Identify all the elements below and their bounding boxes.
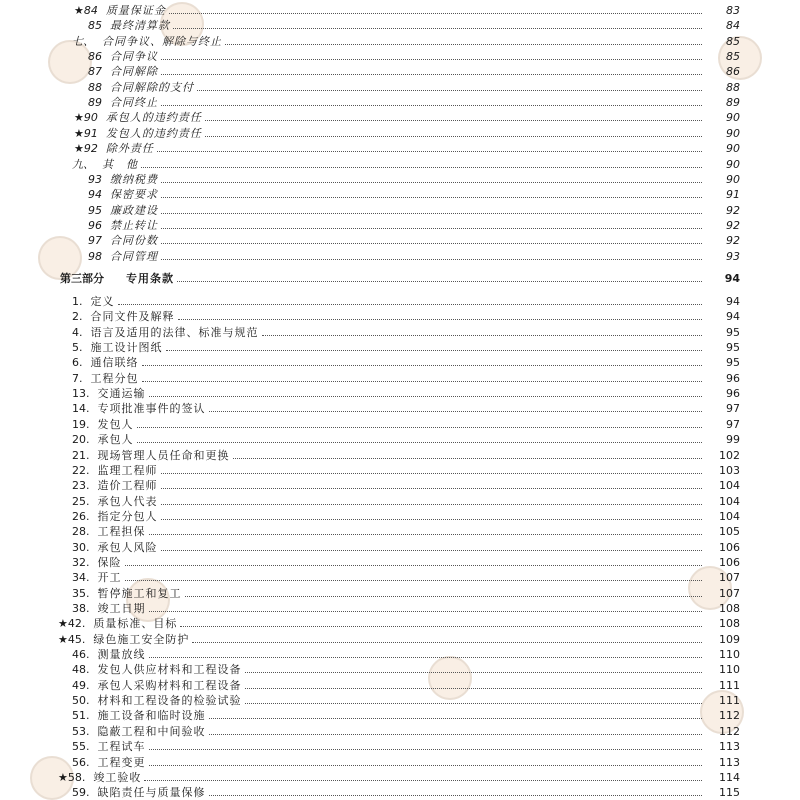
toc-entry[interactable] bbox=[0, 2, 742, 17]
toc-entry-title: 承包人风险 bbox=[97, 540, 158, 554]
toc-entry-page: 92 bbox=[726, 203, 740, 217]
toc-entry-title: 除外责任 bbox=[105, 142, 154, 156]
toc-entry-number: 58. bbox=[67, 770, 86, 784]
toc-entry-title: 现场管理人员任命和更换 bbox=[97, 448, 230, 462]
toc-entry-number: 30. bbox=[72, 540, 90, 554]
toc-entry-number: 94 bbox=[88, 188, 102, 202]
toc-entry[interactable] bbox=[0, 202, 742, 217]
toc-entry-number: 59. bbox=[72, 786, 90, 800]
toc-entry-title: 隐蔽工程和中间验收 bbox=[97, 724, 206, 738]
toc-entry-page: 94 bbox=[724, 272, 740, 285]
toc-entry-title: 工程分包 bbox=[90, 371, 139, 385]
toc-dot-leader bbox=[161, 258, 702, 260]
toc-entry-number: 87 bbox=[88, 65, 102, 79]
toc-entry-page: 86 bbox=[726, 65, 740, 79]
toc-entry-page: 88 bbox=[726, 80, 740, 94]
toc-entry-number: 23. bbox=[72, 479, 90, 493]
toc-entry-title: 发包人 bbox=[97, 417, 134, 431]
toc-entry[interactable] bbox=[0, 109, 742, 124]
toc-entry-title: 工程变更 bbox=[97, 755, 146, 769]
toc-entry-title: 发包人的违约责任 bbox=[105, 126, 202, 140]
toc-entry[interactable] bbox=[0, 171, 742, 186]
toc-entry-page: 109 bbox=[719, 632, 740, 646]
toc-entry[interactable] bbox=[0, 539, 742, 554]
toc-entry[interactable] bbox=[0, 447, 742, 462]
toc-entry-title: 合同终止 bbox=[110, 96, 158, 110]
toc-entry-title: 测量放线 bbox=[97, 648, 146, 662]
toc-entry-page: 95 bbox=[726, 341, 740, 355]
star-icon: ★ bbox=[58, 632, 68, 646]
toc-dot-leader bbox=[141, 166, 702, 168]
toc-entry-number: 6. bbox=[72, 356, 83, 370]
toc-entry-title: 竣工验收 bbox=[93, 770, 142, 784]
toc-entry-page: 85 bbox=[726, 50, 740, 64]
toc-entry-title: 监理工程师 bbox=[97, 463, 158, 477]
toc-entry-number: 86 bbox=[88, 50, 102, 64]
toc-dot-leader bbox=[149, 533, 703, 535]
toc-entry-number: 42. bbox=[67, 617, 86, 631]
toc-entry[interactable] bbox=[0, 324, 742, 339]
toc-entry[interactable] bbox=[0, 707, 742, 722]
toc-entry-title: 合同争议、解除与终止 bbox=[102, 34, 222, 48]
toc-entry[interactable] bbox=[0, 523, 742, 538]
toc-dot-leader bbox=[233, 457, 703, 459]
toc-dot-leader bbox=[209, 717, 703, 719]
toc-entry-title: 保密要求 bbox=[110, 188, 158, 202]
toc-entry-number: 第三部分 bbox=[60, 272, 104, 285]
toc-entry-title: 合同文件及解释 bbox=[90, 310, 175, 324]
toc-entry-page: 83 bbox=[726, 4, 740, 17]
toc-entry-page: 97 bbox=[726, 417, 740, 431]
toc-entry-number: 13. bbox=[72, 387, 90, 401]
toc-entry[interactable] bbox=[0, 554, 742, 569]
toc-dot-leader bbox=[161, 472, 703, 474]
toc-entry-page: 85 bbox=[726, 34, 740, 48]
toc-dot-leader bbox=[161, 549, 703, 551]
toc-entry-page: 108 bbox=[719, 602, 740, 615]
toc-entry[interactable] bbox=[0, 754, 742, 769]
toc-entry[interactable] bbox=[0, 248, 742, 263]
toc-entry[interactable] bbox=[0, 615, 742, 630]
toc-entry-title: 合同管理 bbox=[110, 249, 158, 263]
toc-entry[interactable] bbox=[0, 354, 742, 369]
toc-entry-page: 114 bbox=[719, 770, 740, 784]
toc-dot-leader bbox=[245, 687, 703, 689]
toc-entry-page: 113 bbox=[719, 740, 740, 754]
toc-entry[interactable] bbox=[0, 79, 742, 94]
toc-entry-page: 107 bbox=[719, 586, 740, 600]
star-icon: ★ bbox=[58, 770, 68, 784]
toc-entry[interactable] bbox=[0, 217, 742, 232]
toc-entry-number: 84 bbox=[83, 4, 98, 17]
toc-dot-leader bbox=[177, 280, 702, 282]
toc-entry-number: 32. bbox=[72, 555, 90, 569]
toc-entry-page: 107 bbox=[719, 571, 740, 585]
toc-entry-page: 104 bbox=[719, 494, 740, 508]
toc-entry[interactable] bbox=[0, 462, 742, 477]
toc-entry-number: 19. bbox=[72, 417, 90, 431]
toc-entry-page: 111 bbox=[719, 694, 740, 708]
toc-dot-leader bbox=[125, 579, 703, 581]
toc-entry-title: 开工 bbox=[97, 571, 122, 585]
toc-entry-title: 最终清算款 bbox=[110, 19, 170, 33]
toc-entry-number: 98 bbox=[88, 249, 102, 263]
toc-dot-leader bbox=[161, 181, 702, 183]
toc-entry-number: 97 bbox=[88, 234, 102, 248]
toc-entry-page: 104 bbox=[719, 509, 740, 523]
toc-entry-title: 竣工日期 bbox=[97, 602, 146, 615]
toc-entry[interactable] bbox=[0, 416, 742, 431]
toc-entry-title: 施工设备和临时设施 bbox=[97, 709, 206, 723]
toc-entry-title: 合同解除 bbox=[110, 65, 158, 79]
toc-entry-title: 合同争议 bbox=[110, 50, 158, 64]
toc-entry[interactable] bbox=[0, 270, 742, 285]
toc-entry[interactable] bbox=[0, 493, 742, 508]
toc-entry-page: 113 bbox=[719, 755, 740, 769]
toc-entry-number: 51. bbox=[72, 709, 90, 723]
toc-dot-leader bbox=[205, 135, 702, 137]
toc-entry-page: 95 bbox=[726, 325, 740, 339]
toc-entry-title: 质量标准、目标 bbox=[93, 617, 178, 631]
toc-entry-number: 26. bbox=[72, 509, 90, 523]
toc-dot-leader bbox=[137, 426, 703, 428]
toc-entry-title: 交通运输 bbox=[97, 387, 146, 401]
toc-dot-leader bbox=[209, 794, 703, 796]
toc-entry-number: 28. bbox=[72, 525, 90, 539]
toc-dot-leader bbox=[161, 58, 702, 60]
toc-entry[interactable] bbox=[0, 646, 742, 661]
toc-entry[interactable] bbox=[0, 293, 742, 308]
toc-entry[interactable] bbox=[0, 339, 742, 354]
toc-dot-leader bbox=[161, 196, 702, 198]
toc-entry-number: 53. bbox=[72, 724, 90, 738]
toc-entry-number: 89 bbox=[88, 96, 102, 110]
toc-dot-leader bbox=[118, 303, 703, 305]
toc-entry-title: 绿色施工安全防护 bbox=[93, 632, 190, 646]
toc-entry-page: 102 bbox=[719, 448, 740, 462]
toc-entry-page: 94 bbox=[726, 310, 740, 324]
toc-entry-number: 91 bbox=[83, 126, 98, 140]
toc-entry-title: 合同份数 bbox=[110, 234, 158, 248]
toc-entry-title: 缺陷责任与质量保修 bbox=[97, 786, 206, 800]
toc-entry-page: 108 bbox=[719, 617, 740, 631]
toc-entry[interactable] bbox=[0, 63, 742, 78]
toc-entry[interactable] bbox=[0, 156, 742, 171]
toc-entry-page: 92 bbox=[726, 218, 740, 232]
toc-entry-page: 106 bbox=[719, 540, 740, 554]
toc-entry-number: 七、 bbox=[72, 34, 94, 48]
toc-entry-page: 89 bbox=[726, 96, 740, 110]
toc-entry-title: 缴纳税费 bbox=[110, 172, 158, 186]
toc-entry-number: 34. bbox=[72, 571, 90, 585]
toc-entry-title: 指定分包人 bbox=[97, 509, 158, 523]
toc-entry-page: 111 bbox=[719, 678, 740, 692]
toc-entry[interactable] bbox=[0, 692, 742, 707]
toc-dot-leader bbox=[178, 318, 703, 320]
toc-entry-page: 110 bbox=[719, 648, 740, 662]
toc-entry-page: 90 bbox=[726, 142, 740, 156]
toc-dot-leader bbox=[142, 364, 703, 366]
toc-entry-page: 112 bbox=[719, 724, 740, 738]
toc-entry-number: 7. bbox=[72, 371, 83, 385]
toc-dot-leader bbox=[173, 27, 702, 29]
toc-entry[interactable] bbox=[0, 140, 742, 155]
toc-entry[interactable] bbox=[0, 769, 742, 784]
toc-entry-number: 4. bbox=[72, 325, 83, 339]
toc-entry[interactable] bbox=[0, 48, 742, 63]
toc-entry-title: 承包人 bbox=[97, 433, 134, 447]
toc-dot-leader bbox=[166, 349, 703, 351]
toc-entry-title: 承包人采购材料和工程设备 bbox=[97, 678, 242, 692]
toc-entry-page: 90 bbox=[726, 111, 740, 125]
toc-entry-number: 20. bbox=[72, 433, 90, 447]
toc-entry-page: 103 bbox=[719, 463, 740, 477]
toc-entry-title: 廉政建设 bbox=[110, 203, 158, 217]
toc-entry[interactable] bbox=[0, 232, 742, 247]
toc-entry-title: 通信联络 bbox=[90, 356, 139, 370]
toc-entry[interactable] bbox=[0, 585, 742, 600]
toc-entry-number: 14. bbox=[72, 402, 90, 416]
toc-entry-number: 90 bbox=[83, 111, 98, 125]
toc-entry[interactable] bbox=[0, 661, 742, 676]
toc-entry-number: 85 bbox=[88, 19, 102, 33]
toc-entry-number: 48. bbox=[72, 663, 90, 677]
toc-entry-page: 90 bbox=[726, 157, 740, 171]
toc-entry-page: 95 bbox=[726, 356, 740, 370]
star-icon: ★ bbox=[74, 4, 84, 17]
toc-entry-title: 其 他 bbox=[102, 157, 138, 171]
toc-dot-leader bbox=[125, 564, 703, 566]
toc-entry-number: 1. bbox=[72, 295, 83, 308]
toc-entry-title: 专项批准事件的签认 bbox=[97, 402, 206, 416]
star-icon: ★ bbox=[74, 142, 84, 156]
toc-dot-leader bbox=[169, 12, 702, 14]
toc-entry-title: 造价工程师 bbox=[97, 479, 158, 493]
toc-entry-title: 工程试车 bbox=[97, 740, 146, 754]
toc-entry[interactable] bbox=[0, 125, 742, 140]
toc-entry-title: 承包人的违约责任 bbox=[105, 111, 202, 125]
toc-entry-page: 110 bbox=[719, 663, 740, 677]
toc-entry-page: 91 bbox=[726, 188, 740, 202]
toc-dot-leader bbox=[209, 733, 703, 735]
star-icon: ★ bbox=[58, 617, 68, 631]
toc-entry[interactable] bbox=[0, 33, 742, 48]
toc-entry-number: 56. bbox=[72, 755, 90, 769]
toc-entry[interactable] bbox=[0, 738, 742, 753]
toc-dot-leader bbox=[161, 227, 702, 229]
toc-entry-title: 施工设计图纸 bbox=[90, 341, 163, 355]
toc-entry-page: 92 bbox=[726, 234, 740, 248]
toc-entry-title: 工程担保 bbox=[97, 525, 146, 539]
toc-entry-page: 96 bbox=[726, 387, 740, 401]
toc-entry-title: 暂停施工和复工 bbox=[97, 586, 182, 600]
toc-entry[interactable] bbox=[0, 723, 742, 738]
toc-dot-leader bbox=[157, 150, 702, 152]
toc-entry-title: 保险 bbox=[97, 555, 122, 569]
toc-entry-number: 92 bbox=[83, 142, 98, 156]
toc-entry-title: 专用条款 bbox=[126, 272, 174, 285]
toc-dot-leader bbox=[161, 73, 702, 75]
toc-entry-number: 5. bbox=[72, 341, 83, 355]
toc-entry[interactable] bbox=[0, 17, 742, 32]
toc-entry-page: 90 bbox=[726, 172, 740, 186]
toc-dot-leader bbox=[192, 641, 702, 643]
toc-entry[interactable] bbox=[0, 508, 742, 523]
toc-entry-page: 105 bbox=[719, 525, 740, 539]
toc-entry-title: 语言及适用的法律、标准与规范 bbox=[90, 325, 259, 339]
toc-entry-page: 97 bbox=[726, 402, 740, 416]
toc-entry[interactable] bbox=[0, 186, 742, 201]
toc-entry[interactable] bbox=[0, 431, 742, 446]
toc-dot-leader bbox=[161, 212, 702, 214]
toc-dot-leader bbox=[149, 764, 703, 766]
toc-entry-number: 35. bbox=[72, 586, 90, 600]
toc-dot-leader bbox=[142, 380, 703, 382]
toc-entry-page: 84 bbox=[726, 19, 740, 33]
toc-entry-page: 115 bbox=[719, 786, 740, 800]
toc-entry-number: 2. bbox=[72, 310, 83, 324]
toc-entry-page: 94 bbox=[726, 295, 740, 308]
toc-dot-leader bbox=[197, 89, 702, 91]
toc-entry-title: 承包人代表 bbox=[97, 494, 158, 508]
toc-dot-leader bbox=[149, 656, 703, 658]
toc-entry-number: 50. bbox=[72, 694, 90, 708]
toc-dot-leader bbox=[185, 595, 703, 597]
toc-dot-leader bbox=[161, 104, 702, 106]
toc-entry-number: 49. bbox=[72, 678, 90, 692]
toc-entry[interactable] bbox=[0, 631, 742, 646]
toc-dot-leader bbox=[161, 503, 703, 505]
toc-entry[interactable] bbox=[0, 600, 742, 615]
toc-entry[interactable] bbox=[0, 569, 742, 584]
toc-entry[interactable] bbox=[0, 677, 742, 692]
toc-entry-number: 46. bbox=[72, 648, 90, 662]
toc-entry[interactable] bbox=[0, 784, 742, 799]
toc-entry-number: 93 bbox=[88, 172, 102, 186]
toc-dot-leader bbox=[161, 242, 702, 244]
toc-entry[interactable] bbox=[0, 477, 742, 492]
toc-entry-title: 禁止转让 bbox=[110, 218, 158, 232]
toc-dot-leader bbox=[180, 625, 702, 627]
toc-dot-leader bbox=[161, 518, 703, 520]
toc-entry-title: 定义 bbox=[90, 295, 115, 308]
toc-entry-page: 93 bbox=[726, 249, 740, 263]
star-icon: ★ bbox=[74, 126, 84, 140]
toc-entry-page: 90 bbox=[726, 126, 740, 140]
toc-dot-leader bbox=[245, 702, 703, 704]
toc-entry-number: 25. bbox=[72, 494, 90, 508]
toc-entry-page: 112 bbox=[719, 709, 740, 723]
toc-entry-number: 55. bbox=[72, 740, 90, 754]
toc-entry-page: 96 bbox=[726, 371, 740, 385]
toc-entry-title: 质量保证金 bbox=[105, 4, 166, 17]
toc-dot-leader bbox=[205, 119, 702, 121]
toc-entry[interactable] bbox=[0, 308, 742, 323]
toc-dot-leader bbox=[161, 487, 703, 489]
star-icon: ★ bbox=[74, 111, 84, 125]
toc-entry-number: 九、 bbox=[72, 157, 94, 171]
toc-entry-number: 22. bbox=[72, 463, 90, 477]
toc-entry-page: 104 bbox=[719, 479, 740, 493]
toc-dot-leader bbox=[144, 779, 702, 781]
toc-entry[interactable] bbox=[0, 400, 742, 415]
toc-dot-leader bbox=[262, 334, 703, 336]
toc-dot-leader bbox=[225, 43, 702, 45]
toc-entry-page: 106 bbox=[719, 555, 740, 569]
toc-entry-title: 材料和工程设备的检验试验 bbox=[97, 694, 242, 708]
toc-dot-leader bbox=[137, 441, 703, 443]
toc-entry-number: 96 bbox=[88, 218, 102, 232]
toc-entry-number: 95 bbox=[88, 203, 102, 217]
toc-entry[interactable] bbox=[0, 385, 742, 400]
toc-dot-leader bbox=[149, 610, 703, 612]
toc-entry-page: 99 bbox=[726, 433, 740, 447]
toc-dot-leader bbox=[149, 748, 703, 750]
toc-dot-leader bbox=[149, 395, 703, 397]
toc-dot-leader bbox=[209, 410, 703, 412]
toc-entry-title: 合同解除的支付 bbox=[110, 80, 194, 94]
toc-entry-number: 45. bbox=[67, 632, 86, 646]
toc-entry[interactable] bbox=[0, 370, 742, 385]
toc-dot-leader bbox=[245, 671, 703, 673]
toc-entry-number: 88 bbox=[88, 80, 102, 94]
toc-entry-number: 21. bbox=[72, 448, 90, 462]
toc-entry[interactable] bbox=[0, 94, 742, 109]
toc-entry-number: 38. bbox=[72, 602, 90, 615]
toc-entry-title: 发包人供应材料和工程设备 bbox=[97, 663, 242, 677]
